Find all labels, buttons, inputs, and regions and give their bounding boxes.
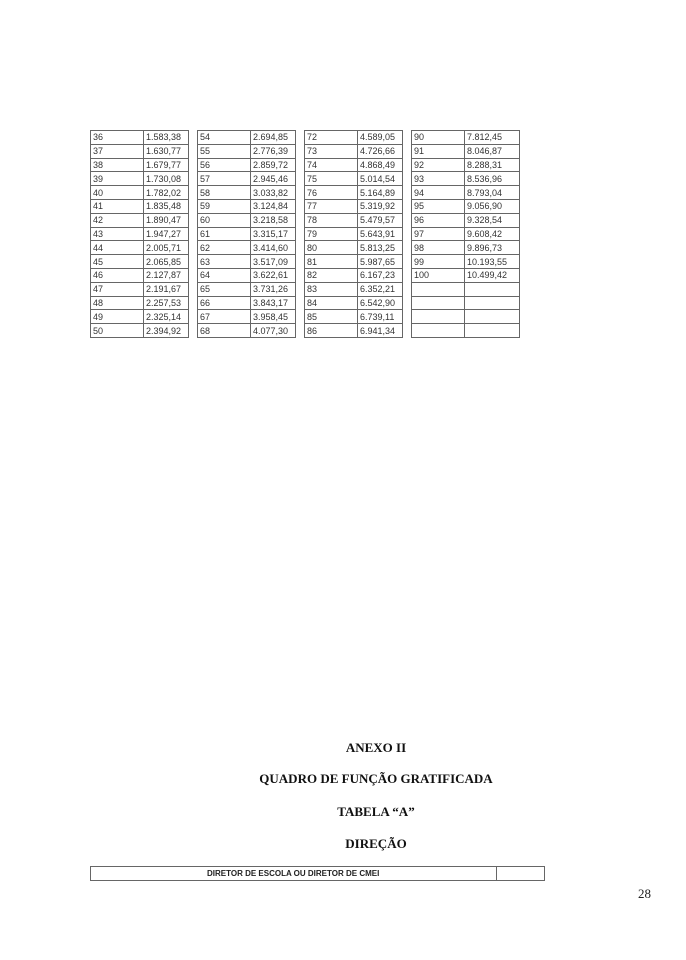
value-cell: 10.499,42 (465, 268, 520, 282)
column-gap (296, 158, 305, 172)
value-cell: 6.941,34 (358, 324, 403, 338)
level-cell: 48 (91, 296, 144, 310)
column-gap (403, 186, 412, 200)
value-cell (465, 310, 520, 324)
column-gap (403, 268, 412, 282)
level-cell: 72 (305, 131, 358, 145)
level-cell: 46 (91, 268, 144, 282)
value-cell: 1.947,27 (144, 227, 189, 241)
value-cell: 2.127,87 (144, 268, 189, 282)
level-cell: 62 (198, 241, 251, 255)
level-cell: 57 (198, 172, 251, 186)
table-row (91, 186, 520, 200)
column-gap (189, 282, 198, 296)
column-gap (296, 310, 305, 324)
column-gap (296, 282, 305, 296)
column-gap (296, 213, 305, 227)
value-cell: 2.065,85 (144, 255, 189, 269)
value-cell: 9.328,54 (465, 213, 520, 227)
value-cell: 2.325,14 (144, 310, 189, 324)
annex-table-name: TABELA “A” (337, 804, 415, 819)
column-gap (296, 199, 305, 213)
level-cell: 94 (412, 186, 465, 200)
function-table (90, 866, 545, 881)
level-cell: 41 (91, 199, 144, 213)
value-cell: 2.694,85 (251, 131, 296, 145)
table-row (91, 255, 520, 269)
value-cell: 6.167,23 (358, 268, 403, 282)
level-cell: 78 (305, 213, 358, 227)
salary-table (90, 130, 520, 338)
level-cell: 98 (412, 241, 465, 255)
column-gap (296, 296, 305, 310)
level-cell: 42 (91, 213, 144, 227)
level-cell: 76 (305, 186, 358, 200)
value-cell: 4.868,49 (358, 158, 403, 172)
column-gap (403, 296, 412, 310)
value-cell: 3.315,17 (251, 227, 296, 241)
value-cell: 6.739,11 (358, 310, 403, 324)
value-cell: 2.859,72 (251, 158, 296, 172)
level-cell: 61 (198, 227, 251, 241)
level-cell: 85 (305, 310, 358, 324)
level-cell: 49 (91, 310, 144, 324)
value-cell: 8.046,87 (465, 144, 520, 158)
table-row (91, 131, 520, 145)
value-cell: 2.776,39 (251, 144, 296, 158)
column-gap (296, 324, 305, 338)
table-row (91, 310, 520, 324)
salary-table-body (91, 131, 520, 338)
value-cell: 2.191,67 (144, 282, 189, 296)
column-gap (403, 310, 412, 324)
column-gap (189, 227, 198, 241)
value-cell: 3.124,84 (251, 199, 296, 213)
column-gap (296, 172, 305, 186)
level-cell: 60 (198, 213, 251, 227)
level-cell (412, 282, 465, 296)
column-gap (403, 227, 412, 241)
table-row (91, 172, 520, 186)
value-cell: 10.193,55 (465, 255, 520, 269)
value-cell: 4.726,66 (358, 144, 403, 158)
table-row (91, 296, 520, 310)
column-gap (189, 213, 198, 227)
value-cell: 3.622,61 (251, 268, 296, 282)
level-cell: 38 (91, 158, 144, 172)
value-cell: 1.679,77 (144, 158, 189, 172)
level-cell: 73 (305, 144, 358, 158)
value-cell: 9.896,73 (465, 241, 520, 255)
column-gap (189, 172, 198, 186)
level-cell (412, 310, 465, 324)
level-cell: 58 (198, 186, 251, 200)
level-cell: 55 (198, 144, 251, 158)
annex-subtitle: QUADRO DE FUNÇÃO GRATIFICADA (259, 771, 493, 786)
level-cell: 63 (198, 255, 251, 269)
value-cell: 3.843,17 (251, 296, 296, 310)
value-cell: 2.945,46 (251, 172, 296, 186)
table-row (91, 144, 520, 158)
level-cell: 56 (198, 158, 251, 172)
value-cell: 5.479,57 (358, 213, 403, 227)
level-cell: 59 (198, 199, 251, 213)
column-gap (296, 268, 305, 282)
value-cell: 3.958,45 (251, 310, 296, 324)
value-cell: 5.643,91 (358, 227, 403, 241)
level-cell: 77 (305, 199, 358, 213)
level-cell: 86 (305, 324, 358, 338)
level-cell: 67 (198, 310, 251, 324)
value-cell: 1.730,08 (144, 172, 189, 186)
column-gap (403, 172, 412, 186)
value-cell: 6.542,90 (358, 296, 403, 310)
table-row (91, 158, 520, 172)
page-number: 28 (638, 886, 651, 901)
value-cell: 3.218,58 (251, 213, 296, 227)
table-row (91, 324, 520, 338)
column-gap (189, 131, 198, 145)
table-row (91, 199, 520, 213)
value-cell: 3.033,82 (251, 186, 296, 200)
value-cell (465, 282, 520, 296)
value-cell: 3.731,26 (251, 282, 296, 296)
value-cell: 9.056,90 (465, 199, 520, 213)
column-gap (296, 144, 305, 158)
table-row (91, 282, 520, 296)
value-cell: 9.608,42 (465, 227, 520, 241)
column-gap (189, 324, 198, 338)
value-cell (465, 324, 520, 338)
column-gap (189, 268, 198, 282)
level-cell: 91 (412, 144, 465, 158)
column-gap (403, 131, 412, 145)
column-gap (189, 255, 198, 269)
value-cell: 8.536,96 (465, 172, 520, 186)
value-cell: 1.782,02 (144, 186, 189, 200)
column-gap (189, 296, 198, 310)
table-row (91, 241, 520, 255)
level-cell: 43 (91, 227, 144, 241)
table-row (91, 867, 545, 881)
value-cell: 1.890,47 (144, 213, 189, 227)
annex-title: ANEXO II (345, 740, 407, 755)
level-cell: 45 (91, 255, 144, 269)
value-cell: 4.589,05 (358, 131, 403, 145)
value-cell: 1.835,48 (144, 199, 189, 213)
column-gap (403, 241, 412, 255)
level-cell: 92 (412, 158, 465, 172)
level-cell: 65 (198, 282, 251, 296)
value-cell: 4.077,30 (251, 324, 296, 338)
column-gap (189, 158, 198, 172)
value-cell: 5.987,65 (358, 255, 403, 269)
value-cell: 6.352,21 (358, 282, 403, 296)
column-gap (296, 227, 305, 241)
column-gap (403, 324, 412, 338)
level-cell: 54 (198, 131, 251, 145)
function-table-body (91, 867, 545, 881)
value-cell: 5.319,92 (358, 199, 403, 213)
value-cell: 2.005,71 (144, 241, 189, 255)
column-gap (189, 241, 198, 255)
level-cell: 66 (198, 296, 251, 310)
level-cell: 82 (305, 268, 358, 282)
column-gap (403, 213, 412, 227)
level-cell: 68 (198, 324, 251, 338)
level-cell: 44 (91, 241, 144, 255)
value-cell: 1.583,38 (144, 131, 189, 145)
value-cell: 1.630,77 (144, 144, 189, 158)
value-cell: 8.793,04 (465, 186, 520, 200)
value-cell: 2.394,92 (144, 324, 189, 338)
level-cell: 75 (305, 172, 358, 186)
value-cell: 5.014,54 (358, 172, 403, 186)
level-cell: 83 (305, 282, 358, 296)
function-value-cell (497, 867, 545, 881)
level-cell: 64 (198, 268, 251, 282)
column-gap (403, 255, 412, 269)
value-cell: 7.812,45 (465, 131, 520, 145)
level-cell: 36 (91, 131, 144, 145)
value-cell: 2.257,53 (144, 296, 189, 310)
column-gap (296, 186, 305, 200)
table-row (91, 213, 520, 227)
level-cell: 90 (412, 131, 465, 145)
column-gap (296, 255, 305, 269)
value-cell: 5.164,89 (358, 186, 403, 200)
column-gap (189, 199, 198, 213)
level-cell: 96 (412, 213, 465, 227)
level-cell (412, 296, 465, 310)
value-cell: 3.414,60 (251, 241, 296, 255)
value-cell: 8.288,31 (465, 158, 520, 172)
level-cell (412, 324, 465, 338)
level-cell: 99 (412, 255, 465, 269)
column-gap (189, 310, 198, 324)
value-cell (465, 296, 520, 310)
level-cell: 39 (91, 172, 144, 186)
column-gap (296, 241, 305, 255)
function-name-cell: DIRETOR DE ESCOLA OU DIRETOR DE CMEI (91, 867, 497, 881)
column-gap (403, 282, 412, 296)
level-cell: 47 (91, 282, 144, 296)
level-cell: 81 (305, 255, 358, 269)
value-cell: 5.813,25 (358, 241, 403, 255)
annex-section: DIREÇÃO (345, 836, 407, 851)
column-gap (403, 199, 412, 213)
value-cell: 3.517,09 (251, 255, 296, 269)
column-gap (189, 186, 198, 200)
level-cell: 74 (305, 158, 358, 172)
level-cell: 50 (91, 324, 144, 338)
column-gap (403, 144, 412, 158)
level-cell: 37 (91, 144, 144, 158)
column-gap (403, 158, 412, 172)
level-cell: 97 (412, 227, 465, 241)
column-gap (296, 131, 305, 145)
table-row (91, 268, 520, 282)
level-cell: 95 (412, 199, 465, 213)
level-cell: 100 (412, 268, 465, 282)
level-cell: 79 (305, 227, 358, 241)
level-cell: 84 (305, 296, 358, 310)
level-cell: 93 (412, 172, 465, 186)
level-cell: 40 (91, 186, 144, 200)
table-row (91, 227, 520, 241)
level-cell: 80 (305, 241, 358, 255)
column-gap (189, 144, 198, 158)
